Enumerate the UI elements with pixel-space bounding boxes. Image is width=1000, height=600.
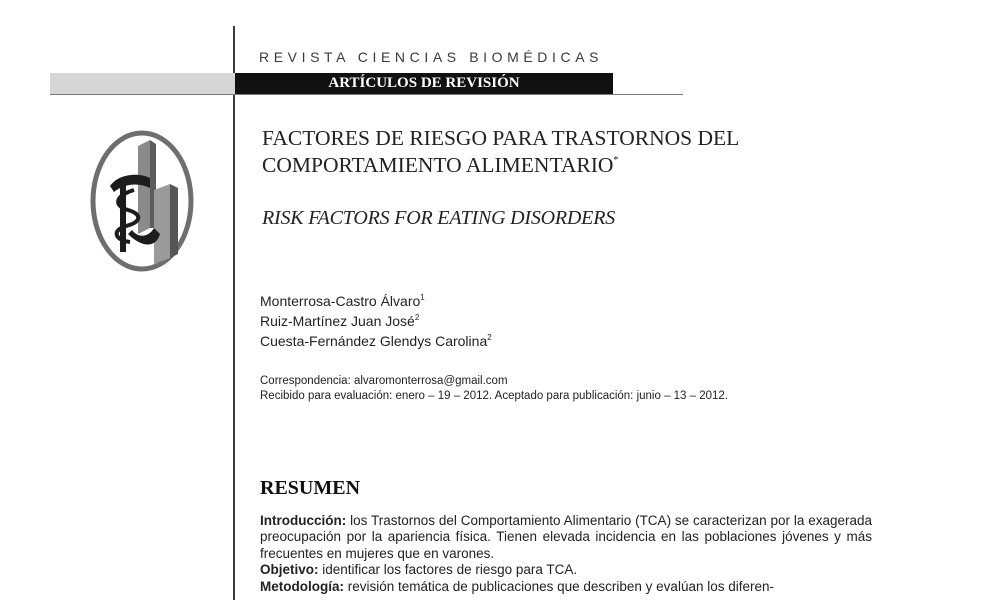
abstract-label: Metodología: [260,578,344,594]
author-item [260,331,492,351]
title-footnote-mark: * [613,155,619,166]
abstract-text: identificar los factores de riesgo para TCA. [318,562,578,578]
author-name: Ruiz-Martínez Juan José [260,313,415,329]
author-list [260,291,492,351]
margin-rule [233,26,235,600]
author-name: Cuesta-Fernández Glendys Carolina [260,333,488,349]
received-line: Recibido para evaluación: enero – 19 – 2012. Aceptado para publicación: junio – 13 – 2012. [260,390,729,402]
abstract-paragraph [260,513,872,562]
english-title: RISK FACTORS FOR EATING DISORDERS [262,207,616,229]
journal-logo-icon [90,130,196,272]
header-band-left [50,73,235,94]
title-line-2: COMPORTAMIENTO ALIMENTARIO [262,153,614,177]
abstract-paragraph [260,579,872,595]
author-name: Monterrosa-Castro Álvaro [260,293,421,309]
author-affiliation: 2 [414,313,420,322]
article-title [262,125,962,179]
title-line-1: FACTORES DE RIESGO PARA TRASTORNOS DEL [262,126,740,150]
author-affiliation: 2 [487,333,492,342]
abstract-heading: RESUMEN [260,477,361,499]
header-band-rule [50,94,683,95]
correspondence-line: Correspondencia: alvaromonterrosa@gmail.com [260,375,508,387]
abstract-label: Introducción: [260,513,347,528]
abstract-paragraph [260,562,872,578]
journal-name: REVISTA CIENCIAS BIOMÉDICAS [259,49,604,65]
author-affiliation: 1 [420,293,425,302]
abstract-body [260,513,872,595]
abstract-text: los Trastornos del Comportamiento Alimentario (TCA) se caracterizan por la exagerada preocupación por la apariencia física. Tienen elevada incidencia en las poblaciones jóvenes y más frecuentes en mujeres que en varones. [260,513,872,561]
abstract-label: Objetivo: [260,562,319,578]
author-item [260,311,492,331]
author-item [260,291,492,311]
section-label: ARTÍCULOS DE REVISIÓN [328,75,520,91]
abstract-text: revisión temática de publicaciones que describen y evalúan los diferen- [344,578,774,594]
correspondence-block [260,374,728,404]
